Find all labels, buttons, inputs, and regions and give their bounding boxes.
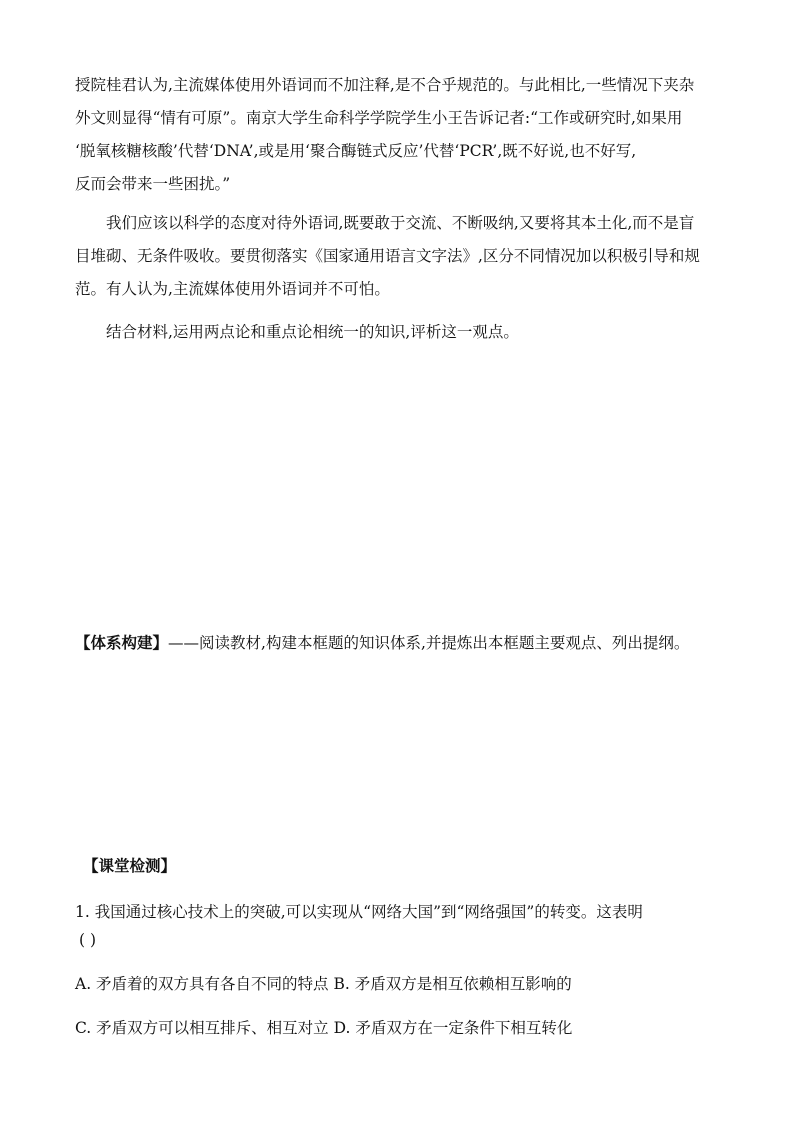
question-1-answer-blank: ( ): [79, 931, 97, 949]
system-build-section: [75, 632, 735, 654]
paragraph-2-line-1: 我们应该以科学的态度对待外语词,既要敢于交流、不断吸纳,又要将其本土化,而不是盲: [106, 214, 695, 232]
class-check-label: 【课堂检测】: [83, 856, 177, 875]
material-line-1: 授院桂君认为,主流媒体使用外语词而不加注释,是不合乎规范的。与此相比,一些情况下夹杂: [75, 76, 695, 94]
material-line-3: ‘脱氧核糖核酸’代替‘DNA’,或是用‘聚合酶链式反应’代替‘PCR’,既不好说,也不好写,: [75, 142, 637, 160]
paragraph-2-line-2: 目堆砌、无条件吸收。要贯彻落实《国家通用语言文字法》,区分不同情况加以积极引导和规: [75, 247, 700, 265]
question-1-line-1: 1. 我国通过核心技术上的突破,可以实现从“网络大国”到“网络强国”的转变。这表明: [75, 903, 643, 921]
system-build-label: 【体系构建】: [75, 633, 169, 652]
question-1-options-ab: A. 矛盾着的双方具有各自不同的特点 B. 矛盾双方是相互依赖相互影响的: [75, 975, 572, 993]
class-check-heading: [83, 855, 743, 877]
question-1-options-cd: C. 矛盾双方可以相互排斥、相互对立 D. 矛盾双方在一定条件下相互转化: [75, 1019, 573, 1037]
system-build-text: ——阅读教材,构建本框题的知识体系,并提炼出本框题主要观点、列出提纲。: [168, 634, 690, 652]
question-prompt: 结合材料,运用两点论和重点论相统一的知识,评析这一观点。: [106, 323, 519, 341]
material-line-2: 外文则显得“情有可原”。南京大学生命科学学院学生小王告诉记者:“工作或研究时,如果用: [75, 109, 683, 127]
material-line-4: 反而会带来一些困扰。”: [75, 175, 231, 193]
paragraph-2-line-3: 范。有人认为,主流媒体使用外语词并不可怕。: [75, 280, 390, 298]
